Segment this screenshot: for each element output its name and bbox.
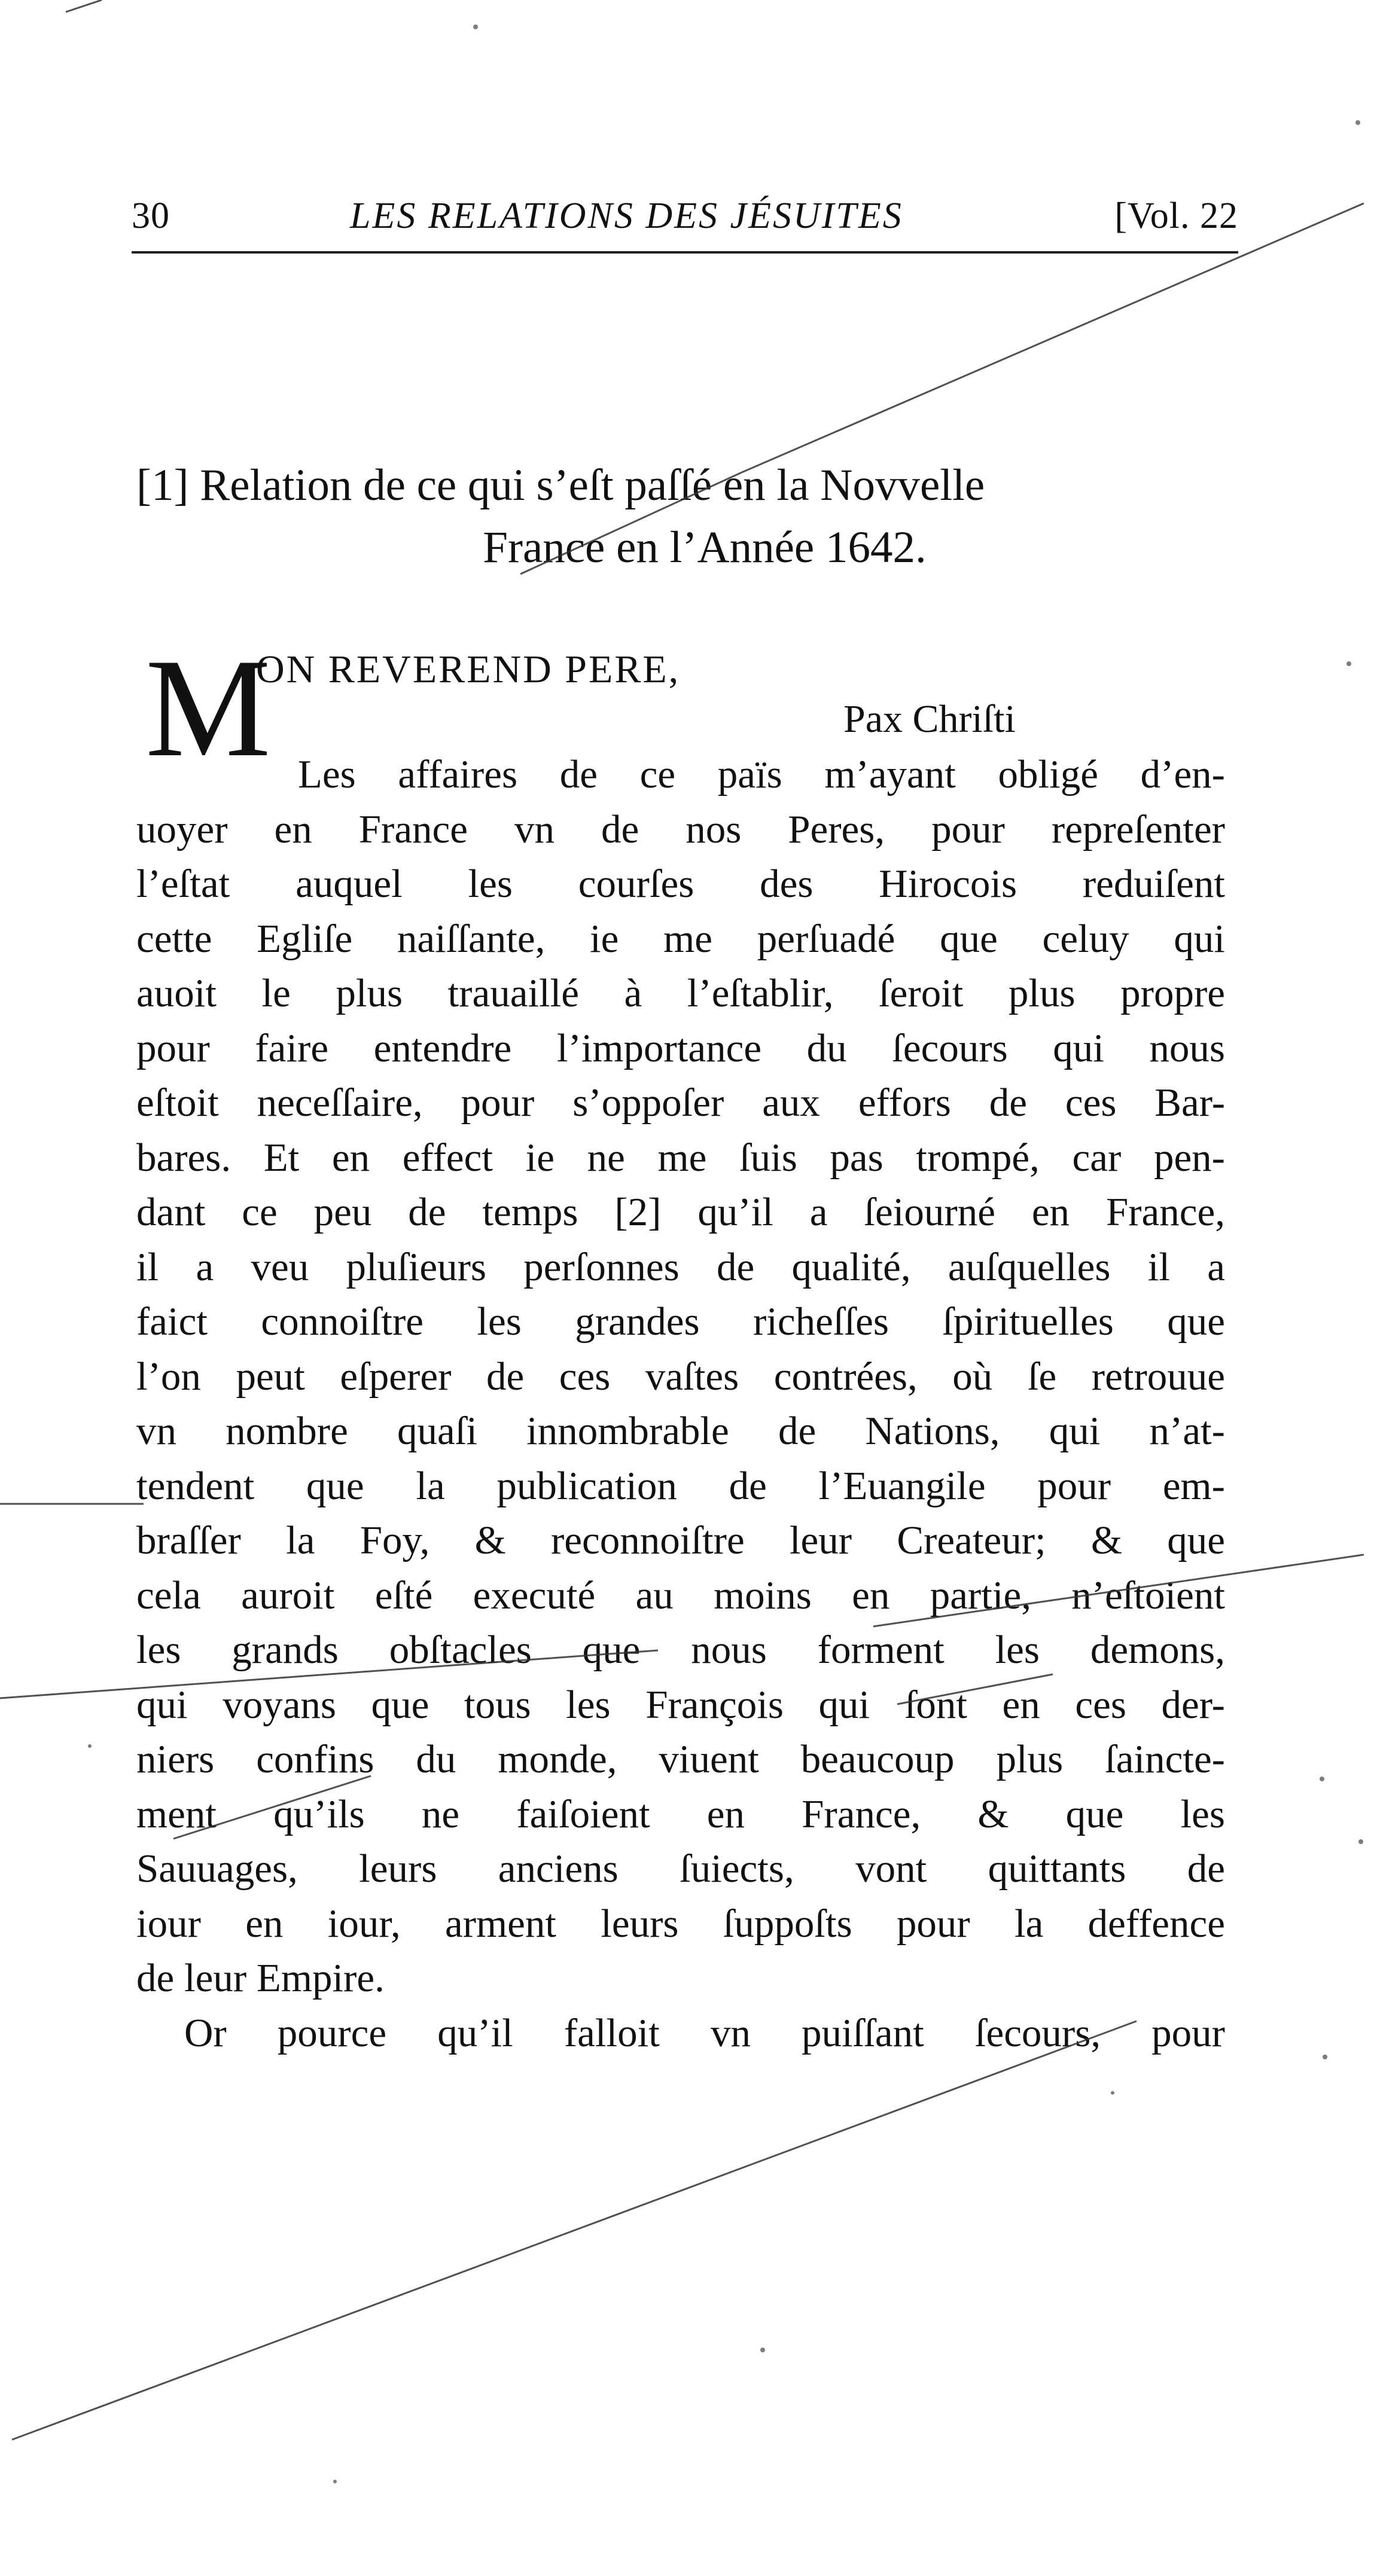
stray-pen-stroke <box>12 2021 1137 2440</box>
stray-pen-stroke <box>66 0 102 12</box>
text-line: Les affaires de ce païs m’ayant obligé d’en- <box>298 752 1225 796</box>
text-line: l’on peut eſperer de ces vaſtes contrées, où ſe retrouue <box>136 1354 1225 1399</box>
page-number: 30 <box>132 196 170 236</box>
pax-christi: Pax Chriſti <box>843 697 1016 741</box>
speck <box>1355 120 1360 125</box>
speck <box>1346 661 1351 666</box>
chapter-title-line-1: [1] Relation de ce qui s’eſt paſſé en la Novvelle <box>136 460 985 510</box>
text-line: braſſer la Foy, & reconnoiſtre leur Createur; & que <box>136 1518 1225 1562</box>
stray-pen-stroke <box>897 1674 1053 1704</box>
stray-pen-stroke <box>0 1650 658 1698</box>
text-line: cette Egliſe naiſſante, ie me perſuadé que celuy qui <box>136 916 1225 961</box>
text-line: vn nombre quaſi innombrable de Nations, qui n’at- <box>136 1409 1225 1453</box>
text-line: l’eſtat auquel les courſes des Hirocois reduiſent <box>136 862 1225 906</box>
text-line: les grands obſtacles que nous forment les demons, <box>136 1628 1225 1672</box>
text-line: Sauuages, leurs anciens ſuiects, vont quittants de <box>136 1846 1225 1891</box>
text-line: cela auroit eſté executé au moins en partie, n’eſtoient <box>136 1573 1225 1617</box>
stray-pen-stroke <box>873 1555 1364 1626</box>
running-title: LES RELATIONS DES JÉSUITES <box>350 196 903 236</box>
stray-pen-stroke <box>742 203 1364 472</box>
speck <box>1111 2091 1114 2095</box>
text-line: de leur Empire. <box>136 1956 385 2000</box>
drop-cap: M <box>145 630 271 786</box>
stray-pen-stroke <box>173 1776 371 1839</box>
salutation: ON REVEREND PERE, <box>256 648 681 691</box>
text-line: uoyer en France vn de nos Peres, pour repreſenter <box>136 807 1225 851</box>
text-line: niers confins du monde, viuent beaucoup plus ſaincte- <box>136 1737 1225 1781</box>
text-line: qui voyans que tous les François qui ſont en ces der- <box>136 1682 1225 1727</box>
text-line: dant ce peu de temps [2] qu’il a ſeiourné en France, <box>136 1190 1225 1234</box>
text-line: eſtoit neceſſaire, pour s’oppoſer aux effors de ces Bar- <box>136 1081 1225 1125</box>
speck <box>760 2348 765 2352</box>
speck <box>473 25 478 29</box>
text-line: iour en iour, arment leurs ſuppoſts pour la deffence <box>136 1901 1225 1946</box>
speck <box>1323 2055 1327 2059</box>
text-line: pour faire entendre l’importance du ſecours qui nous <box>136 1025 1225 1070</box>
text-line: tendent que la publication de l’Euangile pour em- <box>136 1463 1225 1508</box>
text-line: il a veu pluſieurs perſonnes de qualité, auſquelles il a <box>136 1244 1225 1289</box>
chapter-title-line-2: France en l’Année 1642. <box>483 523 927 572</box>
text-line: bares. Et en effect ie ne me ſuis pas trompé, car pen- <box>136 1135 1225 1180</box>
text-line: Or pource qu’il falloit vn puiſſant ſecours, pour <box>184 2010 1225 2055</box>
speck <box>1358 1839 1363 1844</box>
speck <box>1320 1777 1324 1781</box>
text-line: ment qu’ils ne faiſoient en France, & que les <box>136 1791 1225 1836</box>
stray-pen-stroke <box>520 472 742 574</box>
text-line: auoit le plus trauaillé à l’eſtablir, ſeroit plus propre <box>136 971 1225 1015</box>
speck <box>333 2480 337 2483</box>
volume-label: [Vol. 22 <box>1114 196 1238 236</box>
text-line: faict connoiſtre les grandes richeſſes ſpirituelles que <box>136 1299 1225 1344</box>
speck <box>88 1744 92 1748</box>
